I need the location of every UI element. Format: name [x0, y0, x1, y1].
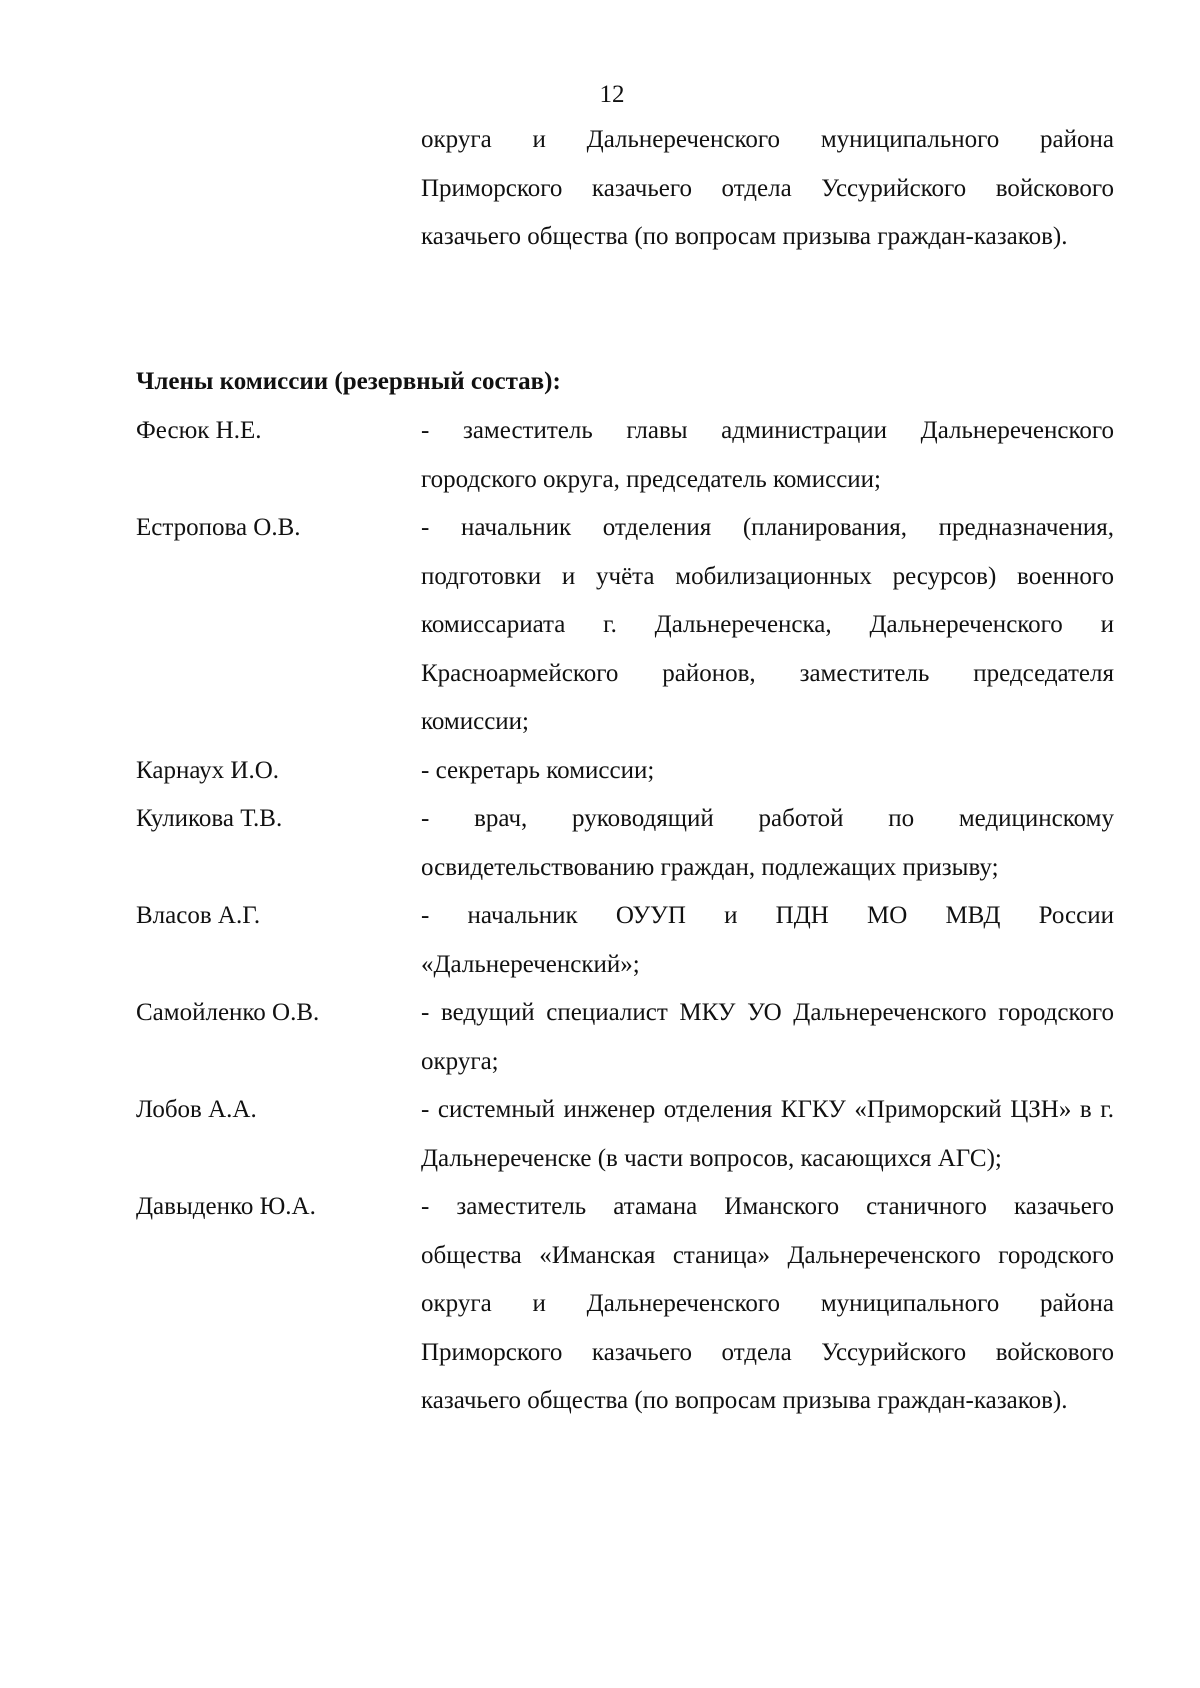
continuation-paragraph: округа и Дальнереченского муниципального района Приморского казачьего отдела Уссурийского войскового казачьего общества (по вопросам призыва граждан-казаков). [421, 126, 1114, 250]
member-role: - секретарь комиссии; [421, 756, 655, 784]
member-role: - врач, руководящий работой по медицинскому освидетельствованию граждан, подлежащих призыву; [421, 805, 1114, 881]
member-role: - заместитель главы администрации Дальнереченского городского округа, председатель комиссии; [421, 417, 1114, 493]
member-name: Куликова Т.В. [136, 805, 283, 832]
member-role: - заместитель атамана Иманского станичного казачьего общества «Иманская станица» Дальнереченского городского округа и Дальнереченского муниципального района Приморского казачьего отдела Уссурийского войскового казачьего общества (по вопросам призыва граждан-казаков). [421, 1193, 1114, 1414]
member-row [136, 1086, 1114, 1183]
member-row [136, 892, 1114, 989]
member-role: - начальник ОУУП и ПДН МО МВД России «Дальнереченский»; [421, 902, 1114, 978]
member-row [136, 1183, 1114, 1426]
member-row [136, 504, 1114, 747]
member-name: Карнаух И.О. [136, 756, 280, 784]
member-row [136, 795, 1114, 892]
member-role: - системный инженер отделения КГКУ «Приморский ЦЗН» в г. Дальнереченске (в части вопросов, касающихся АГС); [421, 1096, 1114, 1172]
member-name: Давыденко Ю.А. [136, 1193, 316, 1220]
member-name: Самойленко О.В. [136, 999, 320, 1026]
member-role: - начальник отделения (планирования, предназначения, подготовки и учёта мобилизационных ресурсов) военного комиссариата г. Дальнереченска, Дальнереченского и Красноармейского районов, заместитель председателя комиссии; [421, 514, 1114, 735]
member-name: Фесюк Н.Е. [136, 417, 262, 444]
section-heading: Члены комиссии (резервный состав): [136, 368, 561, 395]
member-name: Лобов А.А. [136, 1096, 257, 1123]
member-name: Естропова О.В. [136, 514, 301, 541]
page-number: 12 [599, 81, 625, 108]
member-row [136, 747, 1114, 796]
member-name: Власов А.Г. [136, 902, 261, 929]
member-row [136, 407, 1114, 504]
members-list [136, 407, 1114, 1426]
member-row [136, 989, 1114, 1086]
member-role: - ведущий специалист МКУ УО Дальнереченского городского округа; [421, 999, 1114, 1075]
